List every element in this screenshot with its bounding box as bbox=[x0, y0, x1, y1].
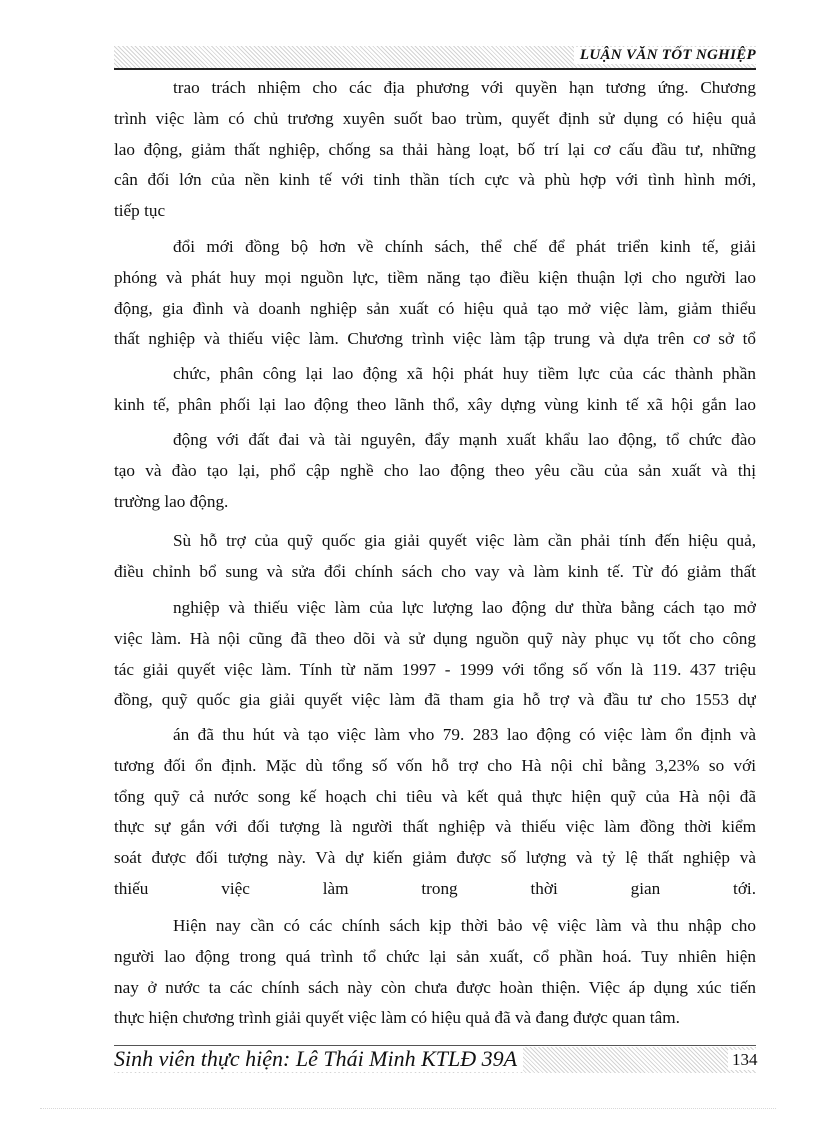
paragraph-2 bbox=[114, 232, 756, 355]
paragraph-1 bbox=[114, 73, 756, 227]
text-line: nghiệp và thiếu việc làm của lực lượng lao động dư thừa bằng cách tạo mở bbox=[173, 598, 756, 617]
text-line: đổi mới đồng bộ hơn về chính sách, thể chế để phát triển kinh tế, giải bbox=[173, 237, 756, 256]
text-line: án đã thu hút và tạo việc làm vho 79. 283 lao động có việc làm ổn định và bbox=[173, 725, 756, 744]
text-line: tiếp tục bbox=[114, 201, 166, 221]
paragraph-6 bbox=[114, 593, 756, 716]
paragraph-7 bbox=[114, 720, 756, 905]
text-line: lao động, giảm thất nghiệp, chống sa thải hàng loạt, bố trí lại cơ cấu đầu tư, những bbox=[114, 139, 756, 159]
text-line: tác giải quyết việc làm. Tính từ năm 1997 - 1999 với tổng số vốn là 119. 437 triệu bbox=[114, 659, 756, 679]
footer-author: Sinh viên thực hiện: Lê Thái Minh KTLĐ 39A bbox=[114, 1046, 523, 1072]
text-line: người lao động trong quá trình tổ chức lại sản xuất, cổ phần hoá. Tuy nhiên hiện bbox=[114, 946, 756, 966]
header-title: LUẬN VĂN TỐT NGHIỆP bbox=[574, 47, 756, 64]
text-line: cân đối lớn của nền kinh tế với tinh thần tích cực và phù hợp với tình hình mới, bbox=[114, 170, 756, 190]
text-line: soát được đối tượng này. Và dự kiến giảm được số lượng và tỷ lệ thất nghiệp và bbox=[114, 848, 756, 868]
header-rule bbox=[114, 68, 756, 70]
paragraph-8 bbox=[114, 911, 756, 1034]
text-line: Hiện nay cần có các chính sách kịp thời bảo vệ việc làm và thu nhập cho bbox=[173, 916, 756, 935]
text-line: chức, phân công lại lao động xã hội phát huy tiềm lực của các thành phần bbox=[173, 364, 756, 383]
text-line: tương đối ổn định. Mặc dù tổng số vốn hỗ trợ cho Hà nội chỉ bằng 3,23% so với bbox=[114, 755, 756, 775]
text-line: điều chỉnh bổ sung và sửa đổi chính sách cho vay và làm kinh tế. Từ đó giảm thất bbox=[114, 561, 756, 581]
text-line: phóng và phát huy mọi nguồn lực, tiềm năng tạo điều kiện thuận lợi cho người lao bbox=[114, 267, 756, 287]
text-line: thực hiện chương trình giải quyết việc làm có hiệu quả đã và đang được quan tâm. bbox=[114, 1008, 680, 1028]
text-line: Sù hỗ trợ của quỹ quốc gia giải quyết việc làm cần phải tính đến hiệu quả, bbox=[173, 531, 756, 550]
page-number: 134 bbox=[728, 1050, 758, 1070]
text-line: nay ở nước ta các chính sách này còn chưa được hoàn thiện. Việc áp dụng xúc tiến bbox=[114, 977, 756, 997]
text-line: trao trách nhiệm cho các địa phương với quyền hạn tương ứng. Chương bbox=[173, 78, 756, 97]
text-line: trình việc làm có chủ trương xuyên suốt bao trùm, quyết định sử dụng có hiệu quả bbox=[114, 108, 756, 128]
text-line: tạo và đào tạo lại, phổ cập nghề cho lao động theo yêu cầu của sản xuất và thị bbox=[114, 460, 756, 480]
text-line: kinh tế, phân phối lại lao động theo lãnh thổ, xây dựng vùng kinh tế xã hội gắn lao bbox=[114, 394, 756, 414]
paragraph-5 bbox=[114, 526, 756, 588]
text-line: tổng quỹ cả nước song kế hoạch chi tiêu và kết quả thực hiện quỹ của Hà nội đã bbox=[114, 786, 756, 806]
text-line: động với đất đai và tài nguyên, đẩy mạnh xuất khẩu lao động, tổ chức đào bbox=[173, 430, 756, 449]
text-line: thiếu việc làm trong thời gian tới. bbox=[114, 878, 756, 898]
text-line: thực sự gắn với đối tượng là người thất nghiệp và thiếu việc làm đồng thời kiểm bbox=[114, 817, 756, 837]
text-line: thất nghiệp và thiếu việc làm. Chương trình việc làm tập trung và dựa trên cơ sở tổ bbox=[114, 329, 756, 349]
text-line: đồng, quỹ quốc gia giải quyết việc làm đã tham gia hỗ trợ và đầu tư cho 1553 dự bbox=[114, 690, 756, 710]
text-line: trường lao động. bbox=[114, 491, 229, 511]
text-line: việc làm. Hà nội cũng đã theo dõi và sử dụng nguồn quỹ này phục vụ tốt cho công bbox=[114, 628, 756, 648]
paragraph-3 bbox=[114, 359, 756, 421]
paragraph-4 bbox=[114, 425, 756, 517]
bottom-dotted-rule bbox=[40, 1108, 776, 1109]
text-line: động, gia đình và doanh nghiệp sản xuất có hiệu quả tạo mở việc làm, giảm thiểu bbox=[114, 298, 756, 318]
